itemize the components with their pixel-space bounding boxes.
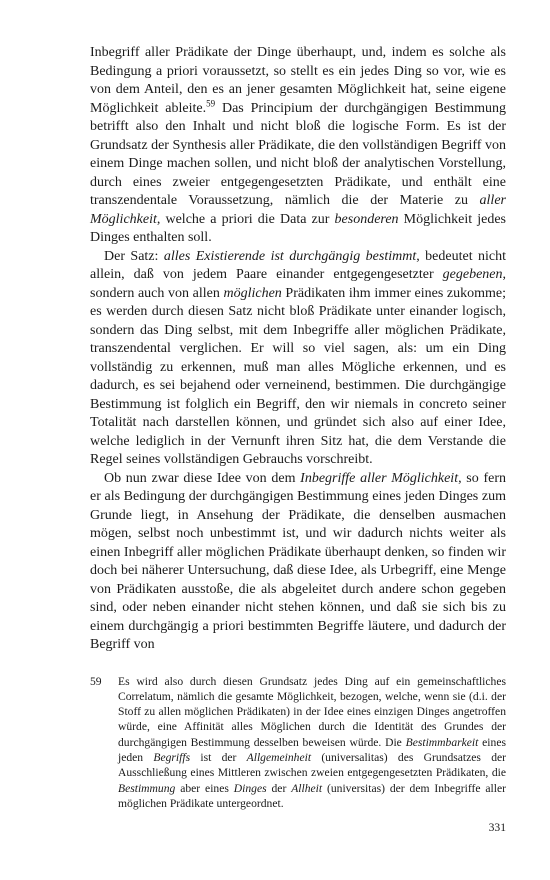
- text-run: ist der: [190, 750, 247, 764]
- text-run: , so fern er als Bedingung der durchgängigen Bestimmung eines jeden Dinges zum Grunde liegt, in Ansehung der Prädikate, die denselben ausmachen mögen, selbst noch unbestimmt ist, und wir dadurch nichts weiter als einen Inbegriff aller möglichen Prädikate überhaupt denken, so finden wir doch bei näherer Untersuchung, daß diese Idee, als Urbegriff, eine Menge von Prädikaten ausstoße, die als abgeleitet durch andere schon gegeben sind, oder neben einander nicht stehen können, und daß sie sich bis zu einem durchgängig a priori bestimmten Begriffe läutere, und dadurch der Begriff von: [90, 470, 506, 652]
- text-run: der: [266, 781, 292, 795]
- italic-text: Allheit: [291, 781, 323, 795]
- main-text: [90, 44, 506, 655]
- text-run: (universitas) der dem Inbegriffe aller möglichen Prädikate untergeordnet.: [118, 781, 506, 810]
- italic-text: Begriffs: [153, 750, 191, 764]
- text-run: Das Principium der durchgängigen Bestimmung betrifft also den Inhalt und nicht bloß die logische Form. Es ist der Grundsatz der Synthesis aller Prädikate, die den vollständigen Begriff von einem Dinge machen sollen, und nicht bloß der analytischen Vorstellung, durch eines zweier entgegengesetzten Prädikate, und enthält eine transzendentale Voraussetzung, nämlich die der Materie zu: [90, 100, 507, 208]
- italic-text: möglichen: [223, 285, 282, 301]
- text-run: Möglichkeit jedes Dinges enthalten soll.: [90, 211, 506, 245]
- text-run: eines jeden: [118, 735, 506, 764]
- paragraph-2: [90, 248, 506, 470]
- italic-text: Dinges: [233, 781, 267, 795]
- italic-text: Bestimmbarkeit: [405, 735, 479, 749]
- footnote-number: 59: [90, 674, 102, 688]
- footnote-text: [118, 674, 506, 812]
- footnote-reference[interactable]: 59: [206, 97, 216, 108]
- text-run: aber eines: [175, 781, 234, 795]
- text-run: , welche a priori die Data zur: [156, 211, 335, 227]
- text-run: Der Satz:: [104, 248, 164, 264]
- text-run: (universalitas) des Grundsatzes der Ausschließung eines Mittleren zwischen zweien entgegengesetzten Prädikaten, die: [118, 750, 506, 780]
- italic-text: Bestimmung: [118, 781, 176, 795]
- italic-text: Allgemeinheit: [246, 750, 312, 764]
- text-run: Inbegriff aller Prädikate der Dinge überhaupt, und, indem es solche als Bedingung a priori voraussetzt, so stellt es ein jedes Ding so vor, wie es von dem Anteil, den es an jener gesamten Möglichkeit hat, seine eigene Möglichkeit ableite.: [90, 45, 506, 116]
- italic-text: alles Existierende ist durchgängig bestimmt: [163, 248, 417, 264]
- paragraph-1: [90, 44, 506, 248]
- italic-text: Inbegriffe aller Möglichkeit: [300, 470, 459, 486]
- italic-text: besonderen: [334, 211, 399, 227]
- footnote-59: [90, 674, 506, 812]
- text-run: Prädikaten ihm immer eines zukomme; es werden durch diesen Satz nicht bloß Prädikate unter einander logisch, sondern das Ding selbst, mit dem Inbegriffe aller möglichen Prädikate, transzendental verglichen. Er will so viel sagen, als: um ein Ding vollständig zu erkennen, muß man alles Mögliche erkennen, und es dadurch, es sei bejahend oder verneinend, bestimmen. Die durchgängige Bestimmung ist folglich ein Begriff, den wir niemals in concreto seiner Totalität nach darstellen können, und gründet sich also auf einer Idee, welche lediglich in der Vernunft ihren Sitz hat, die dem Verstande die Regel seines vollständigen Gebrauchs vorschreibt.: [90, 285, 506, 467]
- paragraph-3: [90, 470, 506, 655]
- italic-text: gegebenen: [442, 267, 503, 282]
- text-run: Ob nun zwar diese Idee von dem: [104, 470, 301, 486]
- page-number: 331: [488, 821, 506, 834]
- text-run: Es wird also durch diesen Grundsatz jedes Ding auf ein gemeinschaftliches Correlatum, nämlich die gesamte Möglichkeit, bezogen, welche, wenn sie (d.i. der Stoff zu allen möglichen Prädikaten) in der Idee eines einzigen Dinges angetroffen würde, eine Affinität alles Möglichen durch die Identität des Grundes der durchgängigen Bestimmung desselben beweisen würde. Die: [118, 674, 506, 749]
- text-run: , bedeutet nicht allein, daß von jedem Paare einander entgegengesetzter: [90, 248, 506, 282]
- italic-text: aller Möglichkeit: [90, 193, 506, 227]
- page: [90, 44, 506, 811]
- text-run: , sondern auch von allen: [90, 267, 506, 301]
